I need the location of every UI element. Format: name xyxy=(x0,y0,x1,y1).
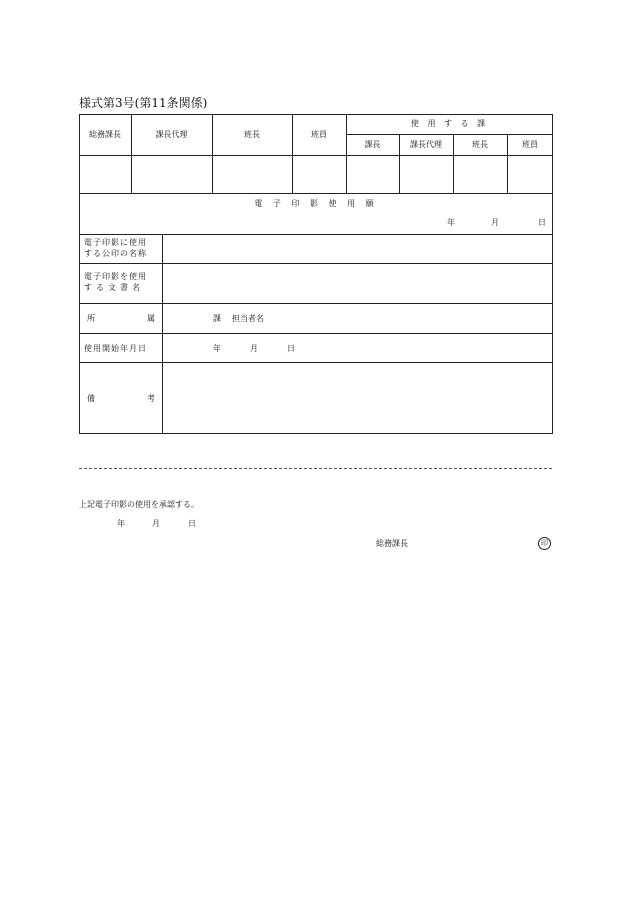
row-divider xyxy=(346,134,553,135)
start-date-year: 年 xyxy=(213,344,221,353)
start-date-month: 月 xyxy=(250,344,258,353)
document-field[interactable] xyxy=(164,264,552,302)
header-using-section: 使 用 す る 課 xyxy=(410,119,489,128)
remarks-label-b: 考 xyxy=(147,394,155,403)
header-team-leader: 班長 xyxy=(244,130,260,139)
header-deputy-manager: 課長代理 xyxy=(155,130,188,139)
stamp-box-team-leader[interactable] xyxy=(213,156,291,192)
affiliation-label-a: 所 xyxy=(87,314,95,323)
affiliation-section-suffix: 課 xyxy=(213,314,221,323)
cut-line xyxy=(79,468,552,469)
header-general-manager: 総務課長 xyxy=(89,130,121,139)
application-title: 電 子 印 影 使 用 願 xyxy=(254,199,378,208)
stamp-box-section-deputy[interactable] xyxy=(400,156,452,192)
approval-statement: 上記電子印影の使用を承認する。 xyxy=(79,500,199,509)
approval-month: 月 xyxy=(152,519,160,528)
using-section-col-manager: 課長 xyxy=(364,140,381,149)
remarks-label-a: 備 xyxy=(87,394,95,403)
document-label-line2: する文書名 xyxy=(84,283,144,292)
application-date-month: 月 xyxy=(491,218,499,227)
row-divider xyxy=(79,193,553,194)
stamp-box-section-staff[interactable] xyxy=(508,156,552,192)
document-label xyxy=(84,271,147,293)
seal-icon: 印 xyxy=(538,537,551,550)
document-label-line1: 電子印影を使用 xyxy=(84,272,147,281)
stamp-box-general-manager[interactable] xyxy=(80,156,130,192)
start-date-day: 日 xyxy=(287,344,295,353)
approver-title: 総務課長 xyxy=(376,539,408,548)
approval-year: 年 xyxy=(117,519,125,528)
start-date-label: 使用開始年月日 xyxy=(84,344,147,353)
stamp-box-staff[interactable] xyxy=(293,156,345,192)
seal-name-field[interactable] xyxy=(164,235,552,262)
using-section-col-deputy: 課長代理 xyxy=(410,140,442,149)
label-col-divider xyxy=(162,234,163,434)
seal-name-label-line2: する公印の名称 xyxy=(84,249,147,258)
stamp-box-section-manager[interactable] xyxy=(347,156,398,192)
seal-name-label xyxy=(84,237,147,259)
affiliation-person-label: 担当者名 xyxy=(232,314,264,323)
stamp-box-section-leader[interactable] xyxy=(454,156,506,192)
remarks-field[interactable] xyxy=(164,363,552,433)
header-staff: 班員 xyxy=(311,130,327,139)
start-date-field[interactable] xyxy=(164,334,552,361)
application-date-year: 年 xyxy=(447,218,455,227)
application-date-day: 日 xyxy=(538,218,546,227)
approval-day: 日 xyxy=(188,519,196,528)
form-title: 様式第3号(第11条関係) xyxy=(79,96,208,110)
seal-name-label-line1: 電子印影に使用 xyxy=(84,238,147,247)
stamp-box-deputy-manager[interactable] xyxy=(132,156,211,192)
affiliation-field[interactable] xyxy=(164,304,552,332)
using-section-col-staff: 班員 xyxy=(522,140,538,149)
affiliation-label-b: 属 xyxy=(147,314,155,323)
using-section-col-leader: 班長 xyxy=(472,140,488,149)
